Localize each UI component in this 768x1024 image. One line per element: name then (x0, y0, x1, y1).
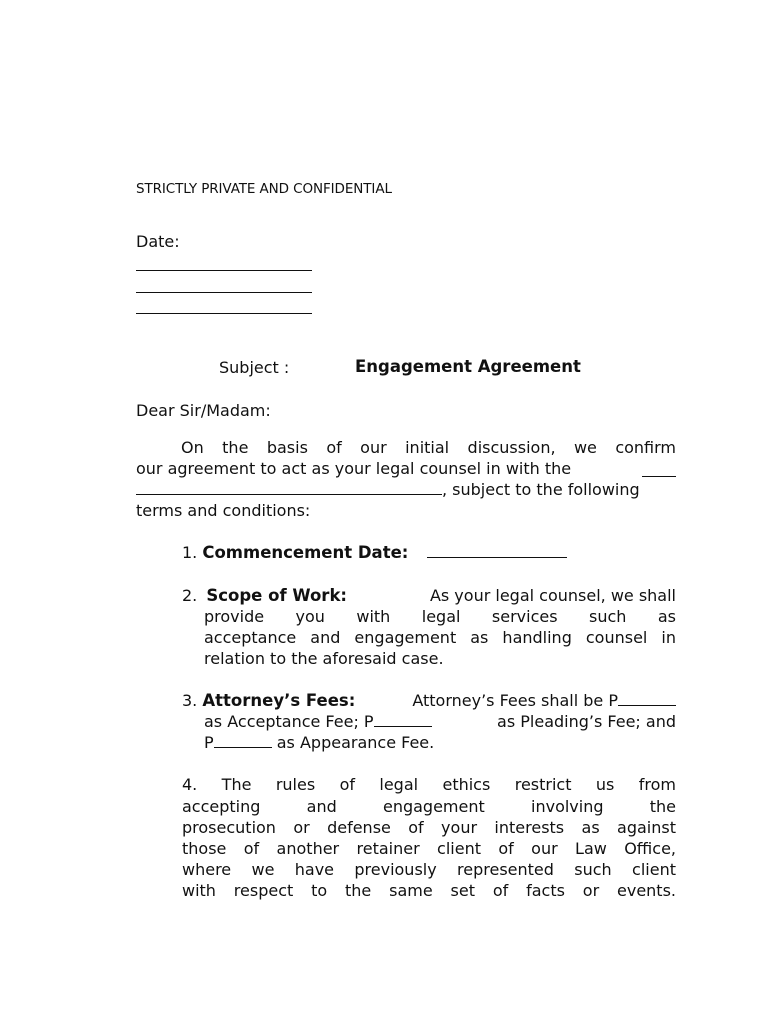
item-1 (182, 542, 567, 563)
intro-line-3 (136, 479, 676, 500)
item-text: accepting and engagement involving the (182, 797, 676, 816)
item-text: prosecution or defense of your interests as against (182, 818, 676, 837)
item-text: where we have previously represented such client (182, 860, 676, 879)
item-4-line-4 (182, 838, 676, 859)
pleading-fee-blank (374, 712, 432, 727)
item-title: Scope of Work: (206, 586, 348, 605)
item-2-line-2 (204, 606, 676, 627)
item-4-line-2 (182, 796, 676, 817)
item-text: with respect to the same set of facts or events. (182, 881, 676, 900)
salutation: Dear Sir/Madam: (136, 401, 271, 420)
item-number: 2. (182, 586, 198, 605)
item-text: relation to the aforesaid case. (204, 649, 444, 668)
intro-text: , subject to the following (442, 480, 640, 499)
item-2-line-1 (182, 585, 676, 606)
address-blank-line-2 (136, 292, 312, 293)
intro-text: terms and conditions: (136, 501, 311, 520)
intro-line-2 (136, 458, 676, 479)
subject-label: Subject : (219, 358, 290, 377)
item-4-line-3 (182, 817, 676, 838)
item-4-line-1 (182, 774, 676, 795)
item-text: P (204, 733, 214, 752)
item-3-line-1 (182, 690, 676, 711)
item-text: as Pleading’s Fee; and (497, 712, 676, 731)
item-text: Attorney’s Fees shall be P (412, 691, 618, 710)
item-title: Attorney’s Fees: (202, 691, 356, 710)
item-text: acceptance and engagement as handling counsel in (204, 628, 676, 647)
item-text: provide you with legal services such as (204, 607, 676, 626)
intro-text: our agreement to act as your legal counsel in with the (136, 459, 572, 478)
item-3-line-2 (204, 711, 676, 732)
item-4-line-5 (182, 859, 676, 880)
item-text: 4. The rules of legal ethics restrict us from (182, 775, 676, 794)
item-4-line-6 (182, 880, 676, 901)
item-text: those of another retainer client of our Law Office, (182, 839, 676, 858)
address-blank-line-1 (136, 270, 312, 271)
intro-line-4 (136, 500, 310, 521)
case-blank-2 (136, 480, 442, 495)
item-text: As your legal counsel, we shall (429, 586, 676, 605)
address-blank-line-3 (136, 313, 312, 314)
item-2-line-4 (204, 648, 444, 669)
item-title: Commencement Date: (202, 543, 409, 562)
item-text: as Acceptance Fee; P (204, 712, 374, 731)
intro-text: On the basis of our initial discussion, we confirm (181, 438, 676, 457)
appearance-fee-blank (214, 733, 272, 748)
confidentiality-header: STRICTLY PRIVATE AND CONFIDENTIAL (136, 181, 392, 197)
commencement-date-blank (427, 543, 567, 558)
item-text: as Appearance Fee. (276, 733, 435, 752)
item-2-line-3 (204, 627, 676, 648)
intro-line-1 (181, 437, 676, 458)
item-number: 3. (182, 691, 198, 710)
item-3-line-3 (204, 732, 434, 753)
subject-value: Engagement Agreement (355, 357, 581, 376)
acceptance-fee-blank (618, 691, 676, 706)
date-label: Date: (136, 232, 180, 251)
item-number: 1. (182, 543, 198, 562)
case-blank-1 (642, 462, 676, 477)
